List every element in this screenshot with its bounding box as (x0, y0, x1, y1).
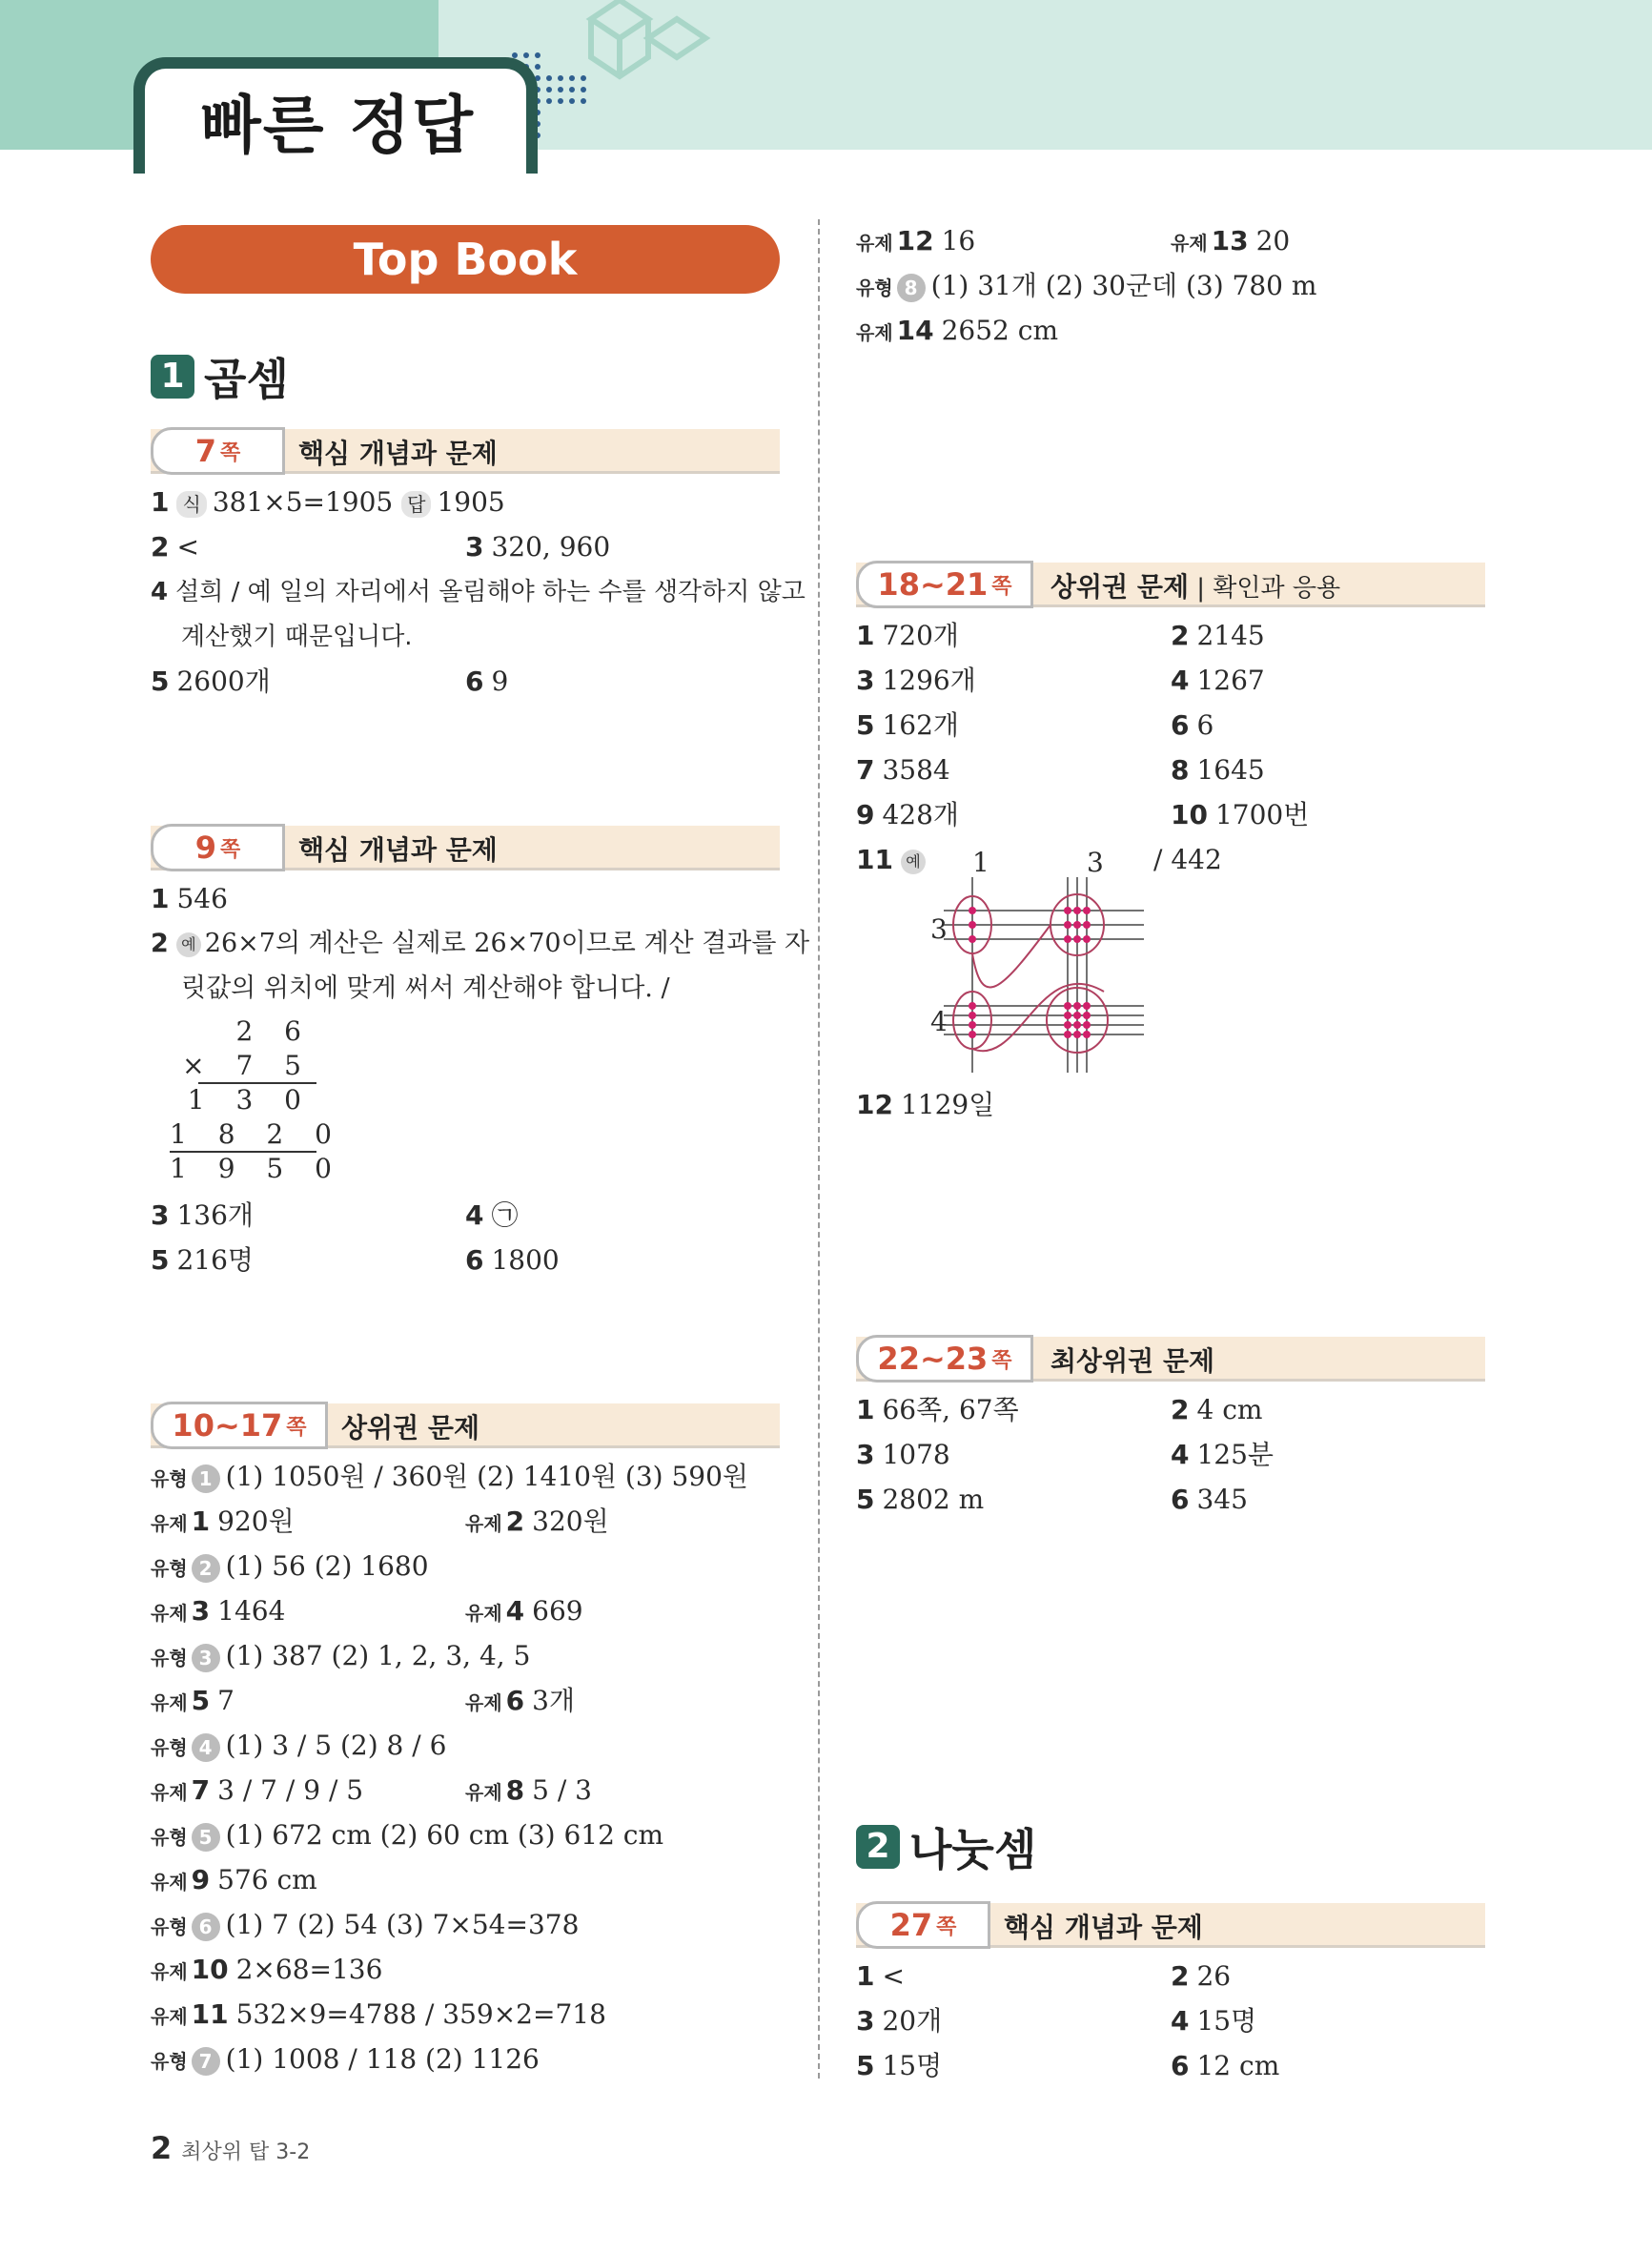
answer-line: 1 식 381×5=1905 답 1905 (151, 486, 505, 518)
answer-line: 유형 4 (1) 3 / 5 (2) 8 / 6 (151, 1730, 447, 1761)
answer-line: / 442 (1153, 844, 1222, 875)
diagram-label: 3 (930, 913, 948, 945)
answer-line: 유제 12 16 (856, 225, 976, 256)
chapter-number: 2 (856, 1825, 900, 1869)
answer-line: 4 125분 (1171, 1439, 1274, 1470)
column-divider (818, 219, 820, 2079)
answer-line: 3 1078 (856, 1439, 950, 1470)
chapter-number: 1 (151, 355, 194, 399)
answer-line: 유제 6 3개 (465, 1685, 575, 1716)
diagram-label: 1 (972, 847, 989, 878)
answer-line: 유제 14 2652 cm (856, 315, 1058, 346)
section-label: 핵심 개념과 문제 (1004, 1912, 1203, 1943)
cube-decoration-icon (581, 0, 715, 86)
answer-line: 5 216명 (151, 1244, 254, 1276)
answer-line: 12 1129일 (856, 1089, 995, 1120)
answer-line: 유제 4 669 (465, 1595, 583, 1627)
answer-line: 계산했기 때문입니다. (181, 623, 413, 651)
answer-line: 유제 10 2×68=136 (151, 1954, 383, 1985)
footer-page-number: 2 (151, 2130, 173, 2166)
answer-line: 유형 5 (1) 672 cm (2) 60 cm (3) 612 cm (151, 1819, 664, 1851)
answer-line: 유제 13 20 (1171, 225, 1291, 256)
chapter-heading (856, 1815, 1036, 1878)
page-box-7 (151, 429, 780, 471)
answer-line: 3 20개 (856, 2005, 943, 2037)
page-number: 10~17 쪽 (151, 1402, 328, 1449)
answer-line: 5 2600개 (151, 666, 271, 697)
answer-line: 6 6 (1171, 709, 1214, 741)
answer-line: 유제 2 320원 (465, 1505, 609, 1537)
answer-line: 유제 8 5 / 3 (465, 1774, 592, 1806)
answer-line: 3 136개 (151, 1199, 254, 1231)
answer-line: 유제 3 1464 (151, 1595, 286, 1627)
section-label: 핵심 개념과 문제 (298, 438, 498, 469)
diagram-label: 3 (1087, 847, 1104, 878)
answer-line: 1 546 (151, 883, 228, 914)
answer-line: 유형 7 (1) 1008 / 118 (2) 1126 (151, 2043, 540, 2075)
answer-line: 3 320, 960 (465, 531, 611, 563)
page-number: 27 쪽 (856, 1901, 990, 1949)
answer-line: 유형 1 (1) 1050원 / 360원 (2) 1410원 (3) 590원 (151, 1461, 748, 1492)
page-number: 9 쪽 (151, 824, 285, 871)
answer-line: 2 4 cm (1171, 1394, 1263, 1425)
page-number: 18~21 쪽 (856, 561, 1033, 608)
answer-line: 2 < (151, 531, 199, 563)
answer-line: 유형 3 (1) 387 (2) 1, 2, 3, 4, 5 (151, 1640, 531, 1671)
footer-book-title: 최상위 탑 3-2 (181, 2140, 311, 2164)
answer-line: 6 345 (1171, 1484, 1248, 1515)
answer-line: 1 < (856, 1960, 905, 1992)
answer-line: 4 설희 / 예 일의 자리에서 올림해야 하는 수를 생각하지 않고 (151, 578, 806, 606)
answer-line: 6 1800 (465, 1244, 560, 1276)
answer-line: 5 15명 (856, 2050, 943, 2081)
answer-line: 4 15명 (1171, 2005, 1257, 2037)
answer-line: 2 26 (1171, 1960, 1232, 1992)
diagram-label: 4 (930, 1006, 948, 1037)
answer-line: 유제 5 7 (151, 1685, 235, 1716)
answer-line: 1 720개 (856, 620, 959, 651)
answer-line: 5 2802 m (856, 1484, 985, 1515)
answer-line: 4 ㉠ (465, 1199, 519, 1231)
page-number: 7 쪽 (151, 427, 285, 475)
answer-line: 유제 9 576 cm (151, 1864, 317, 1895)
page-box-22-23 (856, 1337, 1485, 1379)
section-label: 상위권 문제 (341, 1412, 479, 1444)
answer-line: 4 1267 (1171, 665, 1265, 696)
answer-line: 1 66쪽, 67쪽 (856, 1394, 1019, 1425)
answer-line: 유형 8 (1) 31개 (2) 30군데 (3) 780 m (856, 270, 1317, 301)
answer-line: 릿값의 위치에 맞게 써서 계산해야 합니다. / (181, 973, 670, 1003)
answer-line: 5 162개 (856, 709, 959, 741)
section-pill: Top Book (151, 225, 780, 294)
answer-line: 10 1700번 (1171, 799, 1310, 830)
answer-line: 6 9 (465, 666, 509, 697)
page-footer (151, 2130, 310, 2166)
section-label: 최상위권 문제 (1050, 1345, 1215, 1377)
chapter-title: 곱셈 (204, 354, 289, 405)
answer-line: 2 2145 (1171, 620, 1265, 651)
answer-line: 3 1296개 (856, 665, 976, 696)
answer-line: 6 12 cm (1171, 2050, 1280, 2081)
answer-line: 유형 6 (1) 7 (2) 54 (3) 7×54=378 (151, 1909, 580, 1940)
answer-line: 유제 1 920원 (151, 1505, 295, 1537)
multiplication-work: 2 6 × 7 5 1 3 0 1 8 2 0 1 9 5 0 (170, 1015, 343, 1184)
answer-line: 유제 7 3 / 7 / 9 / 5 (151, 1774, 364, 1806)
section-label: 상위권 문제 | 확인과 응용 (1050, 571, 1341, 603)
page-box-9 (151, 826, 780, 868)
chapter-heading (151, 345, 289, 408)
section-label: 핵심 개념과 문제 (298, 834, 498, 866)
chapter-title: 나눗셈 (909, 1824, 1037, 1875)
page-box-10-17 (151, 1403, 780, 1445)
page-box-27 (856, 1903, 1485, 1945)
page-number: 22~23 쪽 (856, 1335, 1033, 1383)
line-multiplication-diagram (944, 877, 1153, 1077)
answer-line: 유제 11 532×9=4788 / 359×2=718 (151, 1998, 606, 2030)
answer-line: 유형 2 (1) 56 (2) 1680 (151, 1550, 429, 1582)
answer-line: 7 3584 (856, 754, 950, 786)
answer-line: 9 428개 (856, 799, 959, 830)
answer-line: 8 1645 (1171, 754, 1265, 786)
answer-line: 2 예 26×7의 계산은 실제로 26×70이므로 계산 결과를 자 (151, 929, 810, 958)
page-title: 빠른 정답 (200, 89, 476, 162)
answer-line: 11 예 (856, 844, 929, 876)
page-box-18-21 (856, 563, 1485, 604)
